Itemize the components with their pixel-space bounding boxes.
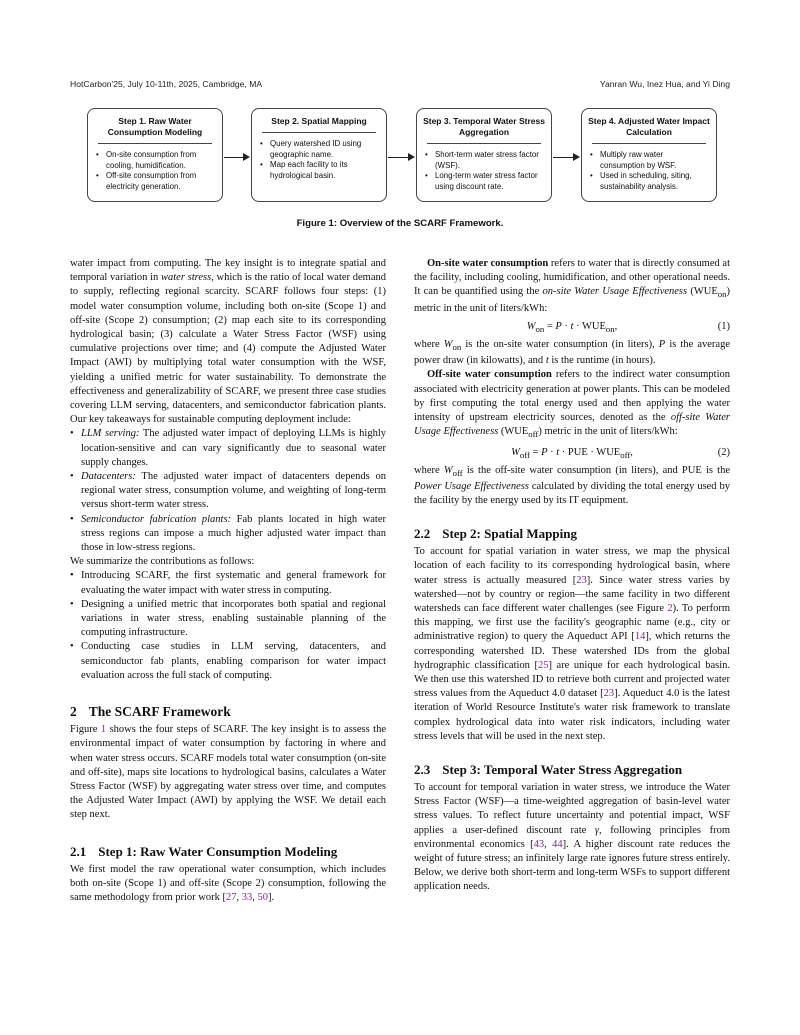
page-header [70,79,730,93]
list-item: • LLM serving: The adjusted water impact of deploying LLMs is highly location-sensitive and can vary significantly due to seasonal water supply changes. [70,427,386,470]
step-bullet: • Off-site consumption from electricity generation. [96,171,216,192]
intro-paragraph: water impact from computing. The key insight is to integrate spatial and temporal variation in water stress, which is the ratio of local water demand to supply, reflecting regional scarcity. SCARF follows four steps: (1) model water consumption volume, including both on-site (Scope 1) and off-site (Scope 2) consumption; (2) map each site to its corresponding hydrological basin; (3) calculate a Water Stress Factor (WSF) using cumulative projections over time; and (4) compute the Adjusted Water Impact (AWI) by multiplying total water consumption with the WSF, yielding a unified metric for water sustainability. To demonstrate the effectiveness and generalizability of SCARF, we present three case studies covering LLM serving, datacenters, and semiconductor fabrication plants. Our key takeaways for sustainable computing deployment include: [70,258,386,426]
onsite-paragraph: On-site water consumption refers to water that is directly consumed at the facility, including cooling, humidification, and other operational needs. It can be quantified using the on-site Water Usage Effectiveness $(WUE_{on})$ metric in the unit of liters/kWh: [414,258,731,314]
divider [262,132,376,133]
list-item: • Conducting case studies in LLM serving, datacenters, and semiconductor fab plants, enabling comparison for water impact evaluation across the full stack of computing. [70,640,386,683]
figure-link[interactable]: 1 [100,724,107,736]
contributions-intro: We summarize the contributions as follows: [70,556,255,568]
step-bullet: • On-site consumption from cooling, humidification. [96,150,216,171]
divider [592,143,706,144]
where-paragraph-2: where $W_{off}$ is the off-site water consumption (in liters), and PUE is the Power Usage Effectiveness calculated by dividing the total energy used by the facility by the energy used by its IT equipment. [414,464,730,507]
step-3-box [416,108,552,202]
header-authors: Yanran Wu, Inez Hua, and Yi Ding [599,79,730,89]
equation-number: (2) [717,446,730,458]
equation-2: $W_{off} = P \cdot t$ · PUE · $WUE_{off}$, (2) [414,442,730,464]
section-heading-2: 2 The SCARF Framework [70,704,231,720]
citation-link[interactable]: 43 [533,838,545,850]
section-2-3-paragraph: To account for temporal variation in water stress, we introduce the Water Stress Factor (WSF)—a time-weighted aggregation of basin-level water stress values. To reflect future uncertainty and potential impact, WSF applies a user-defined discount rate γ, following principles from environmental economics [43, 44]. A higher discount rate reduces the weight of future stress; an infinitely large rate ignores future stress entirely. Below, we derive both short-term and long-term WSFs to support different application needs. [414,782,731,893]
step-4-box [581,108,717,202]
step-bullet: • Query watershed ID using geographic name. [260,139,380,160]
list-item: • Designing a unified metric that incorporates both spatial and regional variations in water stress, enabling sustainable planning of the computing infrastructure. [70,598,386,641]
step-bullet: • Map each facility to its hydrological basin. [260,160,380,181]
section-2-1-paragraph: We first model the raw operational water consumption, which includes both on-site (Scope 1) and off-site (Scope 2) consumption, following the same methodology from prior work [27, 33, 50]. [70,863,386,903]
step-title: Step 2. Spatial Mapping [271,116,367,126]
equation-number: (1) [717,320,730,332]
figure-caption: Figure 1: Overview of the SCARF Framework. [296,218,504,229]
offsite-paragraph: Off-site water consumption refers to the indirect water consumption associated with electricity generation at power plants. This can be modeled by first computing the total energy used and then applying the water intensity of upstream electricity sources, denoted as the off-site Water Usage Effectiveness $(WUE_{off})$ metric in the unit of liters/kWh: [414,369,731,440]
left-column [70,257,386,905]
section-heading-2-3: 2.3 Step 3: Temporal Water Stress Aggregation [414,762,683,778]
citation-link[interactable]: 23 [576,574,587,586]
step-bullet: • Multiply raw water consumption by WSF. [590,150,710,171]
equation-1: $W_{on} = P \cdot t \cdot WUE_{on}$, (1) [414,316,730,338]
contributions-list [70,569,386,683]
step-1-box [87,108,223,202]
citation-link[interactable]: 44 [552,838,563,850]
arrow-right-icon [388,153,415,161]
arrow-right-icon [553,153,580,161]
citation-link[interactable]: 27 [226,891,237,903]
step-2-box [251,108,387,202]
where-paragraph-1: where $W_{on}$ is the on-site water consumption (in liters), P is the average power draw (in kilowatts), and t is the runtime (in hours). [414,338,730,367]
scarf-overview-figure [87,108,717,206]
step-bullet: • Used in scheduling, siting, sustainability analysis. [590,171,710,192]
citation-link[interactable]: 33 [241,891,253,903]
citation-link[interactable]: 25 [537,659,549,671]
divider [98,143,212,144]
figure-link[interactable]: 2 [667,603,673,615]
section-2-2-paragraph: To account for spatial variation in water stress, we map the physical location of each facility to its corresponding hydrological basin, where water stress is actually measured [23]. Since water stress varies by watershed—not by country or region—the same facility in two different watersheds can face different water challenges (see Figure 2). To perform this mapping, we first use the facility's geographic name (e.g., city or administrative region) to query the Aqueduct API [14], which returns the corresponding watershed ID. These watershed IDs from the global hydrographic classification [25] are unique for each hydrological basin. We then use this watershed ID to retrieve both current and projected water stress values from the Aqueduct 4.0 dataset [23]. Aqueduct 4.0 is the latest iteration of World Resource Institute's water risk framework to translate complex hydrological data into water risk indicators, including water stress levels that will be used in the next step. [414,546,731,742]
step-title: Step 4. Adjusted Water Impact Calculation [588,116,710,137]
citation-link[interactable]: 23 [603,688,615,700]
step-title: Step 1. Raw Water Consumption Modeling [107,116,203,137]
list-item: • Datacenters: The adjusted water impact of datacenters depends on regional water stress, consumption volume, and weighting of long-term versus short-term water stress. [70,470,386,513]
citation-link[interactable]: 14 [634,631,646,643]
right-column [414,257,730,895]
step-bullet: • Long-term water stress factor using discount rate. [425,171,545,192]
takeaways-list [70,427,386,555]
citation-link[interactable]: 50 [257,891,269,903]
list-item: • Introducing SCARF, the first systematic and general framework for evaluating the water impact with water stress in computing. [70,569,386,597]
arrow-right-icon [224,153,250,161]
header-venue: HotCarbon'25, July 10-11th, 2025, Cambridge, MA [70,79,263,89]
section-heading-2-1: 2.1 Step 1: Raw Water Consumption Modeling [70,843,338,859]
section-2-paragraph: Figure 1 shows the four steps of SCARF. The key insight is to assess the environmental impact of water consumption by factoring in where and when water stress occurs. SCARF models total water consumption (on-site and off-site), maps site locations to hydrological basins, calculates a Water Stress Factor (WSF) by aggregating water stress over time, and computes the Adjusted Water Impact (AWI) by applying the WSF. We detail each step next. [70,724,386,821]
list-item: • Semiconductor fabrication plants: Fab plants located in high water stress regions can impose a much higher adjusted water impact than those in low-stress regions. [70,513,386,556]
step-bullet: • Short-term water stress factor (WSF). [425,150,545,171]
divider [427,143,541,144]
step-title: Step 3. Temporal Water Stress Aggregation [423,116,545,137]
section-heading-2-2: 2.2 Step 2: Spatial Mapping [414,526,577,542]
